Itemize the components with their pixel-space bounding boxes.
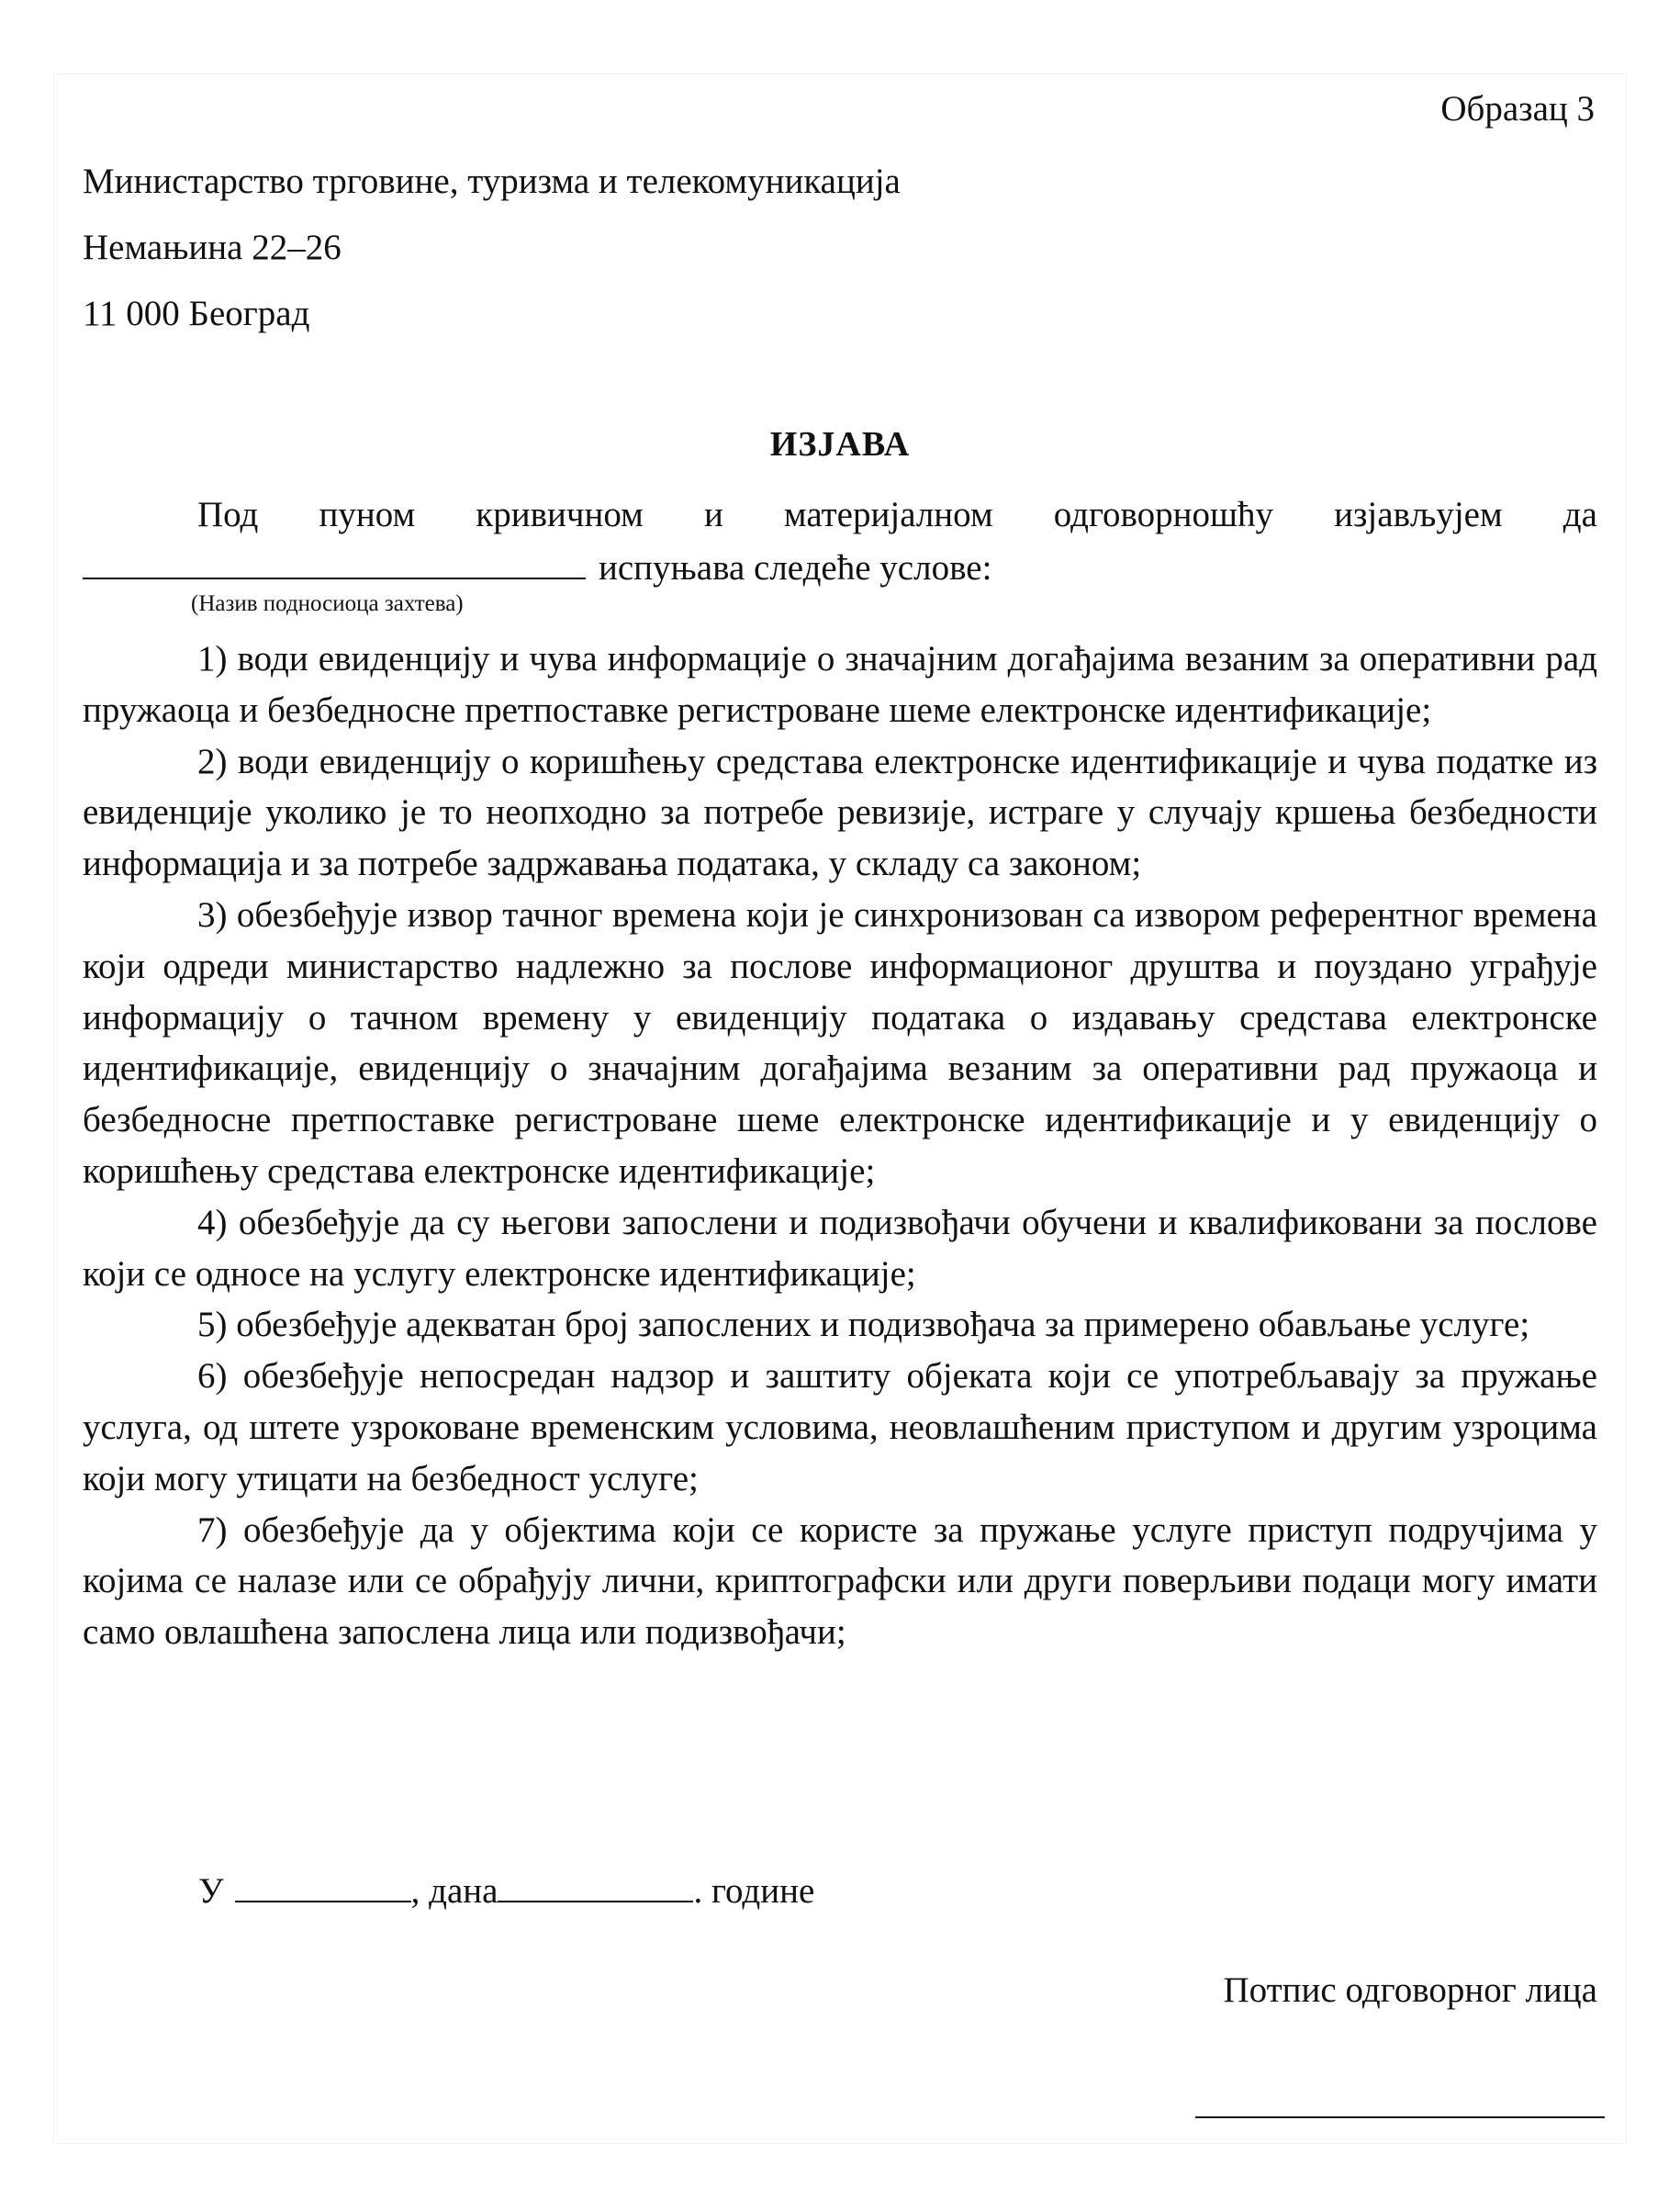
condition-item: 1) води евиденцију и чува информације о значајним догађајима везаним за оперативни рад пружаоца и безбедносне претпоставке регистроване шеме електронске идентификације; bbox=[83, 639, 1597, 730]
condition-item: 3) обезбеђује извор тачног времена који је синхронизован са извором референтног времена који одреди министарство надлежно за послове информационог друштва и поуздано уграђује информацију о тачном времену у евиденцију података о издавању средстава електронске идентификације, евиденцију о значајним догађајима везаним за оперативни рад пружаоца и безбедносне претпоставке регистроване шеме електронске идентификације и у евиденцију о коришћењу средстава електронске идентификације; bbox=[83, 894, 1597, 1191]
document-title: ИЗЈАВА bbox=[769, 425, 911, 464]
recipient-address bbox=[83, 154, 901, 353]
condition-item: 6) обезбеђује непосредан надзор и заштиту објеката који се употребљавају за пружање услуга, од штете узроковане временским условима, неовлашћеним приступом и другим узроцима који могу утицати на безбедност услуге; bbox=[83, 1356, 1597, 1498]
signature-label: Потпис одговорног лица bbox=[1223, 1970, 1597, 2010]
condition-item: 7) обезбеђује да у објектима који се користе за пружање услуге приступ подручјима у којима се налазе или се обрађују лични, криптографски или други поверљиви подаци могу имати само овлашћена запослена лица или подизвођачи; bbox=[83, 1509, 1597, 1653]
declaration-word: одговорношћу bbox=[1053, 495, 1274, 534]
place-prefix: У bbox=[198, 1871, 224, 1911]
applicant-name-caption: (Назив подносиоца захтева) bbox=[191, 591, 464, 616]
declaration-word: кривичном bbox=[476, 495, 644, 534]
condition-item: 2) води евиденцију о коришћењу средстава електронске идентификације и чува податке из евиденције уколико је то неопходно за потребе ревизије, истраге у случају кршења безбедности информација и за потребе задржавања података, у складу са законом; bbox=[83, 741, 1597, 884]
address-street: Немањина 22–26 bbox=[83, 228, 342, 267]
declaration-after-blank: испуњава следеће услове: bbox=[599, 548, 992, 588]
date-prefix: , дана bbox=[410, 1871, 498, 1911]
declaration-word: материјалном bbox=[783, 495, 993, 534]
condition-item: 5) обезбеђује адекватан број запослених и подизвођача за примерено обављање услуге; bbox=[197, 1305, 1530, 1345]
date-blank[interactable] bbox=[498, 1869, 693, 1902]
declaration-word: изјављујем bbox=[1334, 495, 1503, 534]
declaration-word: Под bbox=[197, 495, 259, 534]
year-suffix: . године bbox=[693, 1871, 815, 1911]
conditions-list bbox=[83, 634, 1597, 1658]
form-number: Образац 3 bbox=[1440, 89, 1595, 129]
condition-item: 4) обезбеђује да су његови запослени и подизвођачи обучени и квалификовани за послове који се односе на услугу електронске идентификације; bbox=[83, 1202, 1597, 1294]
declaration-word: пуном bbox=[319, 495, 416, 534]
declaration-word: и bbox=[703, 495, 723, 534]
place-blank[interactable] bbox=[235, 1869, 411, 1902]
place-date-line bbox=[198, 1869, 814, 1912]
address-ministry: Министарство трговине, туризма и телекомуникација bbox=[83, 162, 901, 201]
applicant-name-blank[interactable] bbox=[83, 546, 586, 579]
declaration-word: да bbox=[1562, 495, 1597, 534]
declaration-opening bbox=[197, 494, 1597, 535]
signature-line[interactable] bbox=[1195, 2116, 1605, 2118]
address-city: 11 000 Београд bbox=[83, 294, 310, 333]
declaration-continuation bbox=[83, 546, 991, 589]
